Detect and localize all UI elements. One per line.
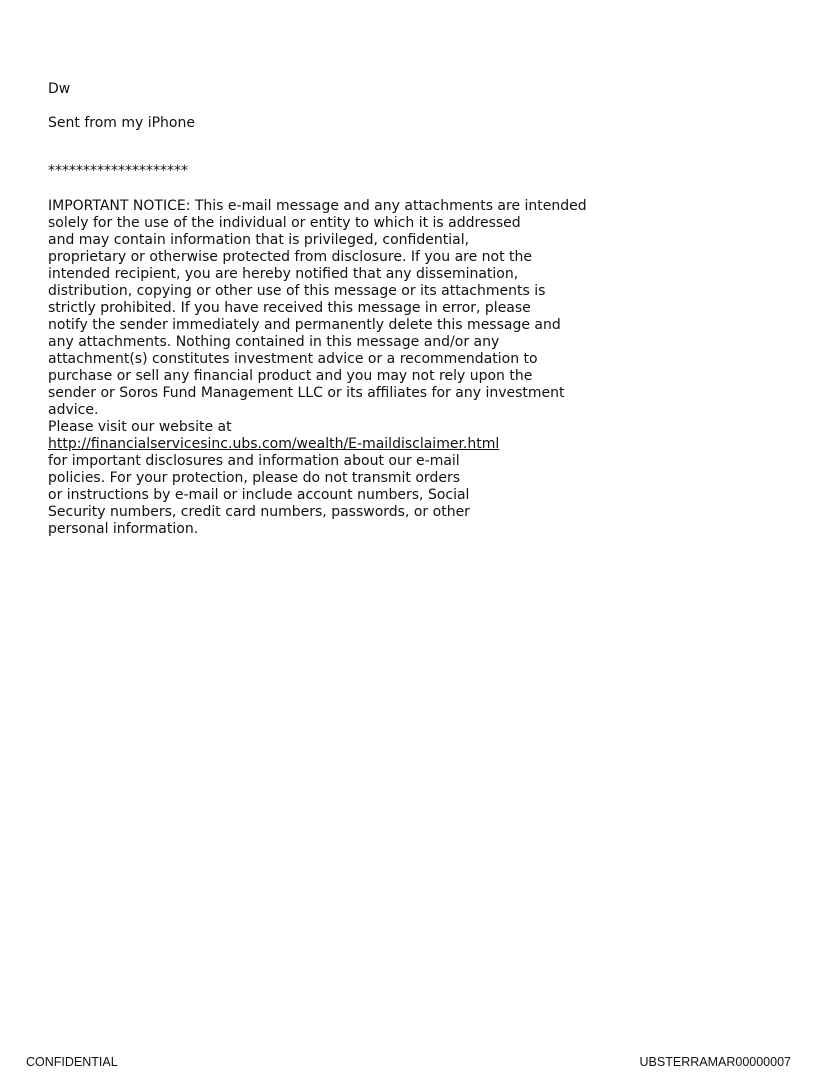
disclaimer-line: advice.	[48, 402, 99, 418]
disclaimer-line: sender or Soros Fund Management LLC or its affiliates for any investment	[48, 385, 565, 401]
policy-line: policies. For your protection, please do not transmit orders	[48, 470, 460, 486]
disclaimer-link-line	[48, 436, 668, 453]
disclaimer-line: solely for the use of the individual or entity to which it is addressed	[48, 215, 521, 231]
signature: Sent from my iPhone	[48, 115, 195, 131]
disclaimer-line: intended recipient, you are hereby notified that any dissemination,	[48, 266, 519, 282]
disclaimer-line: attachment(s) constitutes investment advice or a recommendation to	[48, 351, 538, 367]
disclaimer-block	[48, 198, 668, 538]
policy-line: for important disclosures and information about our e-mail	[48, 453, 460, 469]
disclaimer-line: strictly prohibited. If you have received this message in error, please	[48, 300, 531, 316]
disclaimer-line: distribution, copying or other use of this message or its attachments is	[48, 283, 546, 299]
policy-line: Security numbers, credit card numbers, passwords, or other	[48, 504, 470, 520]
policy-line: or instructions by e-mail or include account numbers, Social	[48, 487, 470, 503]
disclaimer-line: Please visit our website at	[48, 419, 232, 435]
separator: ********************	[48, 163, 188, 179]
email-body	[48, 81, 668, 538]
website-link[interactable]: http://financialservicesinc.ubs.com/wealth/E-maildisclaimer.html	[48, 436, 500, 452]
disclaimer-line: any attachments. Nothing contained in this message and/or any	[48, 334, 500, 350]
bates-number: UBSTERRAMAR00000007	[639, 1055, 791, 1069]
disclaimer-line: IMPORTANT NOTICE: This e-mail message and any attachments are intended	[48, 198, 587, 214]
disclaimer-line: and may contain information that is privileged, confidential,	[48, 232, 470, 248]
disclaimer-line: notify the sender immediately and permanently delete this message and	[48, 317, 561, 333]
confidential-label: CONFIDENTIAL	[26, 1055, 118, 1069]
disclaimer-line: proprietary or otherwise protected from disclosure. If you are not the	[48, 249, 533, 265]
policy-line: personal information.	[48, 521, 199, 537]
disclaimer-line: purchase or sell any financial product and you may not rely upon the	[48, 368, 533, 384]
greeting: Dw	[48, 81, 71, 97]
